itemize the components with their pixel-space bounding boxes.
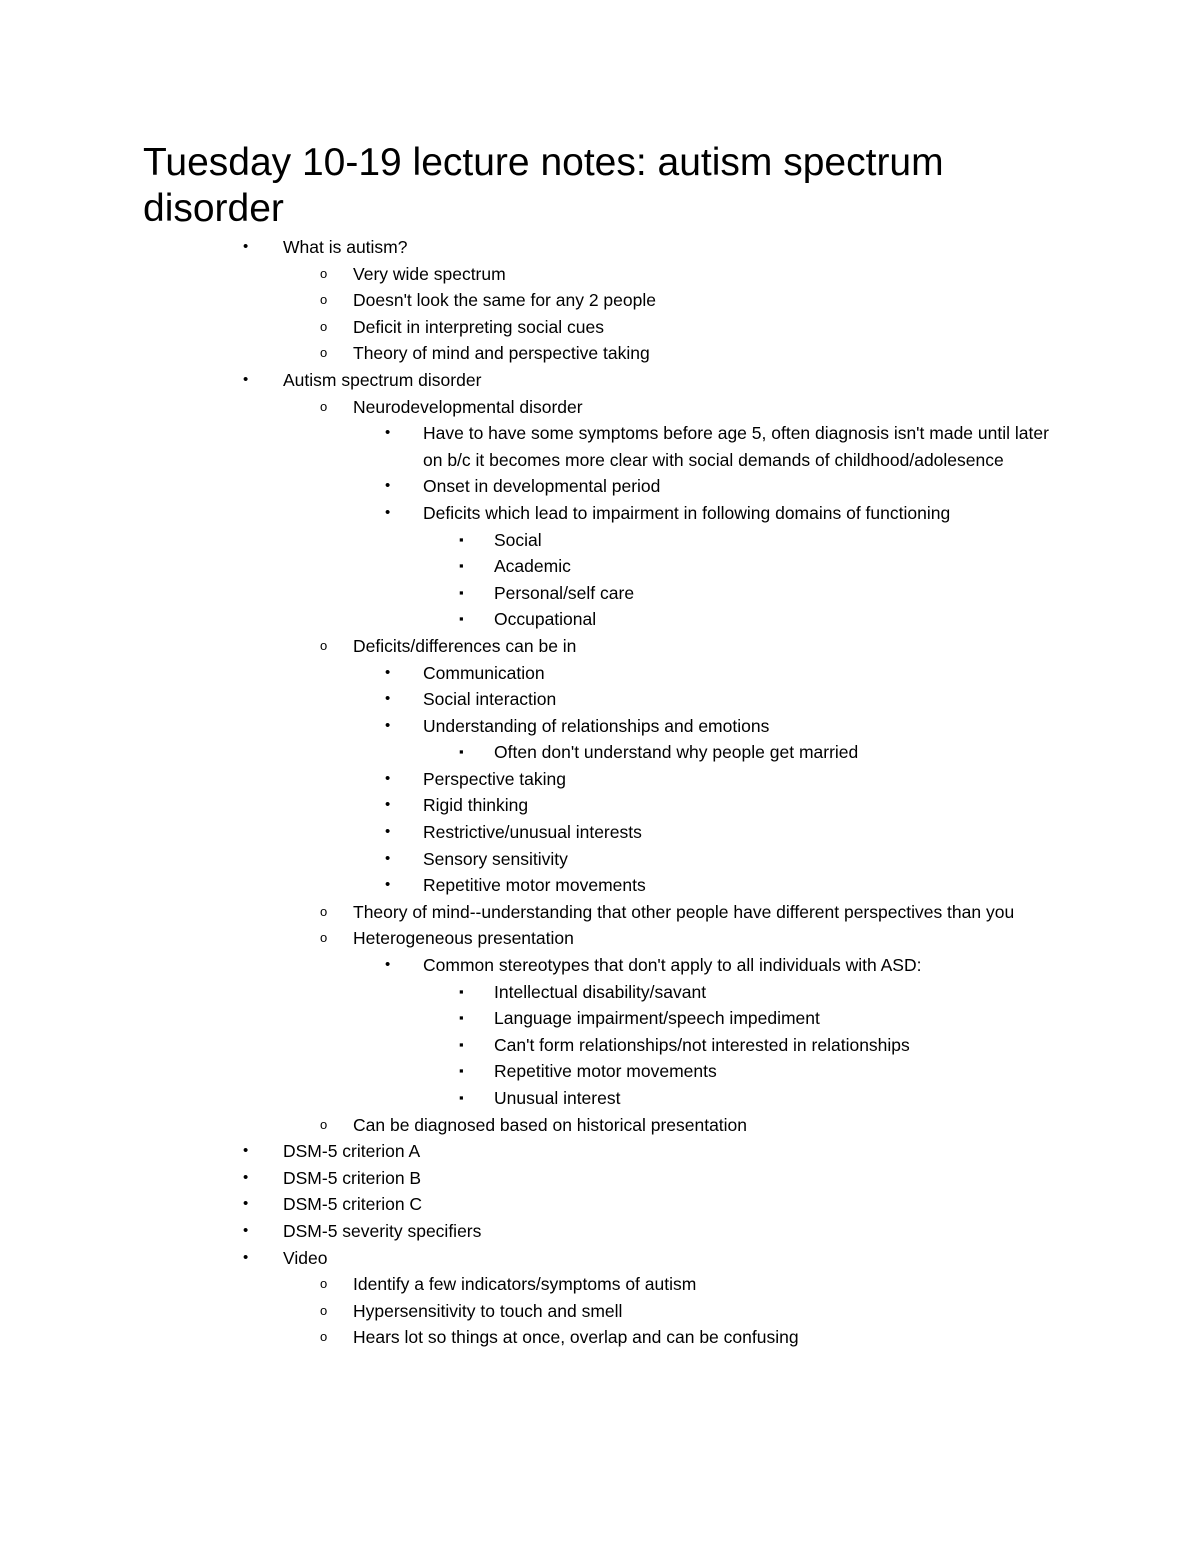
bullet-marker-icon: • — [385, 823, 391, 841]
list-item — [0, 1271, 1200, 1298]
bullet-marker-icon: ▪ — [459, 531, 464, 547]
list-item — [0, 1245, 1200, 1272]
bullet-marker-icon: o — [320, 930, 328, 946]
list-item — [0, 1324, 1200, 1351]
list-item — [0, 234, 1200, 261]
bullet-marker-icon: • — [385, 876, 391, 894]
list-item-text: Often don't understand why people get married — [494, 742, 859, 763]
list-item — [0, 952, 1063, 979]
list-item-text: Can't form relationships/not interested in relationships — [494, 1034, 910, 1055]
bullet-marker-icon: • — [385, 716, 391, 734]
list-item-text: Rigid thinking — [423, 795, 529, 816]
list-item — [0, 1138, 1200, 1165]
bullet-marker-icon: • — [385, 477, 391, 495]
bullet-marker-icon: • — [243, 238, 249, 255]
bullet-marker-icon: o — [320, 292, 328, 308]
list-item-text: Neurodevelopmental disorder — [353, 396, 583, 417]
list-item-text: Personal/self care — [494, 582, 635, 603]
list-item — [0, 766, 1063, 793]
list-item-text: Unusual interest — [494, 1088, 621, 1108]
list-item — [0, 819, 1063, 846]
list-item-text: Autism spectrum disorder — [283, 369, 482, 390]
list-item-text: Social interaction — [423, 689, 557, 710]
list-item-text: Perspective taking — [423, 768, 566, 789]
list-item — [0, 633, 1200, 660]
list-item-text: DSM-5 criterion A — [283, 1141, 421, 1162]
bullet-marker-icon: • — [385, 663, 391, 681]
list-item-text: Identify a few indicators/symptoms of autism — [353, 1274, 697, 1295]
list-item-text: Deficits/differences can be in — [353, 635, 577, 656]
list-item-text: Have to have some symptoms before age 5, often diagnosis isn't made until later on b/c it becomes more clear with social demands of childhood/adolesence — [423, 423, 1049, 470]
list-item-text: Heterogeneous presentation — [353, 928, 574, 949]
bullet-marker-icon: o — [320, 265, 328, 281]
list-item — [0, 792, 1063, 819]
list-item — [0, 394, 1200, 421]
list-item — [0, 527, 1200, 554]
list-item-text: Occupational — [494, 609, 597, 630]
bullet-marker-icon: o — [320, 1302, 328, 1318]
bullet-marker-icon: ▪ — [459, 1090, 464, 1105]
list-item-text: Intellectual disability/savant — [494, 981, 707, 1002]
list-item-text: Sensory sensitivity — [423, 848, 568, 869]
list-item — [0, 1218, 1200, 1245]
list-item-text: What is autism? — [283, 237, 408, 257]
list-item-text: Restrictive/unusual interests — [423, 822, 642, 843]
list-item — [0, 553, 1200, 580]
list-item-text: Can be diagnosed based on historical presentation — [353, 1114, 748, 1135]
list-item — [0, 580, 1200, 607]
bullet-marker-icon: ▪ — [459, 1010, 464, 1026]
list-item-text: Hears lot so things at once, overlap and can be confusing — [353, 1327, 799, 1348]
list-item-text: Understanding of relationships and emotions — [423, 715, 770, 736]
bullet-list — [0, 234, 1200, 1351]
bullet-marker-icon: • — [243, 1168, 249, 1186]
list-item — [0, 420, 1063, 473]
bullet-marker-icon: • — [385, 503, 391, 521]
list-item — [0, 660, 1063, 687]
list-item — [0, 1191, 1200, 1218]
bullet-marker-icon: • — [243, 1195, 249, 1213]
bullet-marker-icon: • — [385, 424, 391, 442]
list-item-text: DSM-5 severity specifiers — [283, 1220, 482, 1241]
list-item — [0, 1298, 1200, 1325]
bullet-marker-icon: o — [320, 903, 328, 919]
bullet-marker-icon: ▪ — [459, 983, 464, 999]
list-item-text: Repetitive motor movements — [423, 875, 646, 896]
list-item — [0, 1058, 1200, 1085]
bullet-marker-icon: o — [320, 345, 328, 361]
bullet-marker-icon: • — [385, 956, 391, 974]
list-item-text: Onset in developmental period — [423, 476, 661, 497]
bullet-marker-icon: • — [385, 769, 391, 787]
list-item-text: Social — [494, 529, 542, 550]
bullet-marker-icon: ▪ — [459, 611, 464, 627]
bullet-marker-icon: • — [243, 370, 249, 388]
list-item — [0, 261, 1200, 288]
list-item-text: Academic — [494, 556, 571, 577]
document-title: Tuesday 10-19 lecture notes: autism spectrum disorder — [143, 141, 944, 230]
list-item-text: Common stereotypes that don't apply to all individuals with ASD: — [423, 955, 922, 976]
list-item-text: Deficits which lead to impairment in following domains of functioning — [423, 502, 951, 523]
bullet-marker-icon: o — [320, 318, 328, 334]
bullet-marker-icon: ▪ — [459, 558, 464, 574]
list-item — [0, 739, 1200, 766]
list-item — [0, 340, 1200, 367]
list-item — [0, 287, 1200, 314]
list-item — [0, 473, 1063, 500]
bullet-marker-icon: o — [320, 1276, 328, 1292]
list-item — [0, 606, 1200, 633]
list-item-text: Theory of mind and perspective taking — [353, 343, 650, 364]
list-item-text: Theory of mind--understanding that other people have different perspectives than you — [353, 901, 1015, 922]
bullet-marker-icon: • — [385, 796, 391, 814]
list-item — [0, 899, 1053, 926]
list-item-text: Repetitive motor movements — [494, 1061, 717, 1082]
bullet-marker-icon: ▪ — [459, 1063, 464, 1079]
list-item-text: Communication — [423, 662, 545, 683]
list-item-text: Hypersensitivity to touch and smell — [353, 1300, 623, 1321]
list-item — [0, 314, 1200, 341]
bullet-marker-icon: • — [385, 849, 391, 867]
bullet-marker-icon: • — [243, 1221, 249, 1239]
list-item-text: DSM-5 criterion C — [283, 1194, 423, 1215]
list-item — [0, 979, 1200, 1006]
list-item — [0, 1112, 1200, 1139]
list-item-text: Very wide spectrum — [353, 263, 506, 284]
bullet-marker-icon: • — [243, 1142, 249, 1160]
list-item — [0, 846, 1063, 873]
list-item — [0, 367, 1200, 394]
bullet-marker-icon: o — [320, 1329, 328, 1345]
list-item — [0, 713, 1063, 740]
list-item — [0, 1032, 1200, 1059]
list-item — [0, 1165, 1200, 1192]
list-item-text: Deficit in interpreting social cues — [353, 316, 604, 337]
bullet-marker-icon: o — [320, 398, 328, 414]
list-item — [0, 872, 1063, 899]
bullet-marker-icon: ▪ — [459, 744, 464, 760]
bullet-marker-icon: o — [320, 1116, 328, 1132]
bullet-marker-icon: • — [385, 690, 391, 708]
list-item-text: Doesn't look the same for any 2 people — [353, 290, 656, 311]
list-item — [0, 1005, 1200, 1032]
list-item — [0, 925, 1200, 952]
list-item — [0, 1085, 1200, 1112]
bullet-marker-icon: ▪ — [459, 1036, 464, 1052]
list-item — [0, 500, 1063, 527]
bullet-marker-icon: ▪ — [459, 584, 464, 600]
list-item-text: DSM-5 criterion B — [283, 1167, 422, 1188]
list-item — [0, 686, 1063, 713]
list-item-text: Language impairment/speech impediment — [494, 1008, 820, 1029]
list-item-text: Video — [283, 1247, 328, 1268]
bullet-marker-icon: • — [243, 1248, 249, 1266]
bullet-marker-icon: o — [320, 637, 328, 653]
